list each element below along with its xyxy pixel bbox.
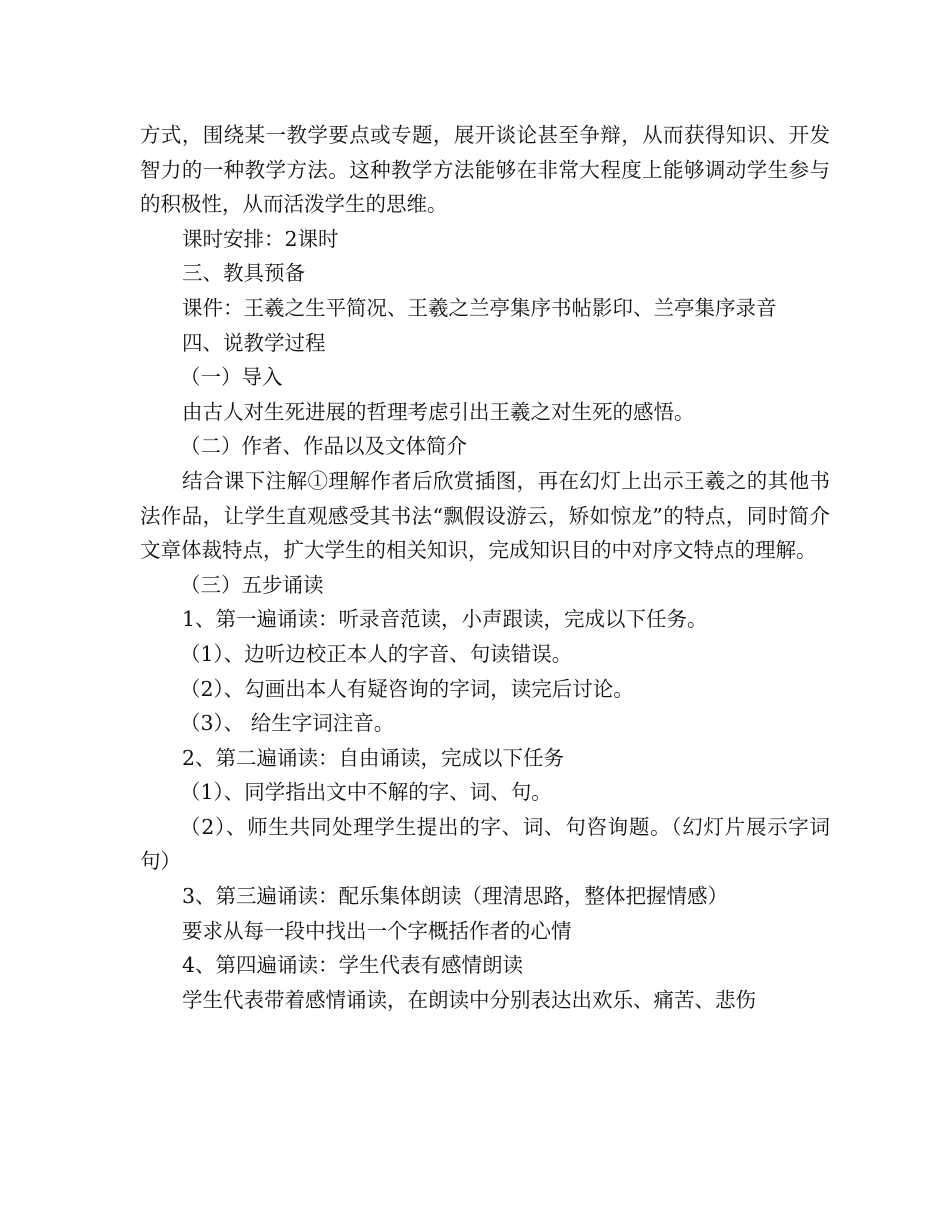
list-item: （2）、勾画出本人有疑咨询的字词，读完后讨论。: [180, 676, 634, 701]
list-item: （1）、边听边校正本人的字音、句读错误。: [180, 641, 573, 666]
step-third-reading: 3、第三遍诵读：配乐集体朗读（理清思路，整体把握情感）: [182, 884, 729, 909]
paragraph-courseware: 课件：王羲之生平简况、王羲之兰亭集序书帖影印、兰亭集序录音: [182, 295, 777, 320]
step-fourth-reading: 4、第四遍诵读：学生代表有感情朗读: [182, 953, 524, 978]
subheading-author-work: （二）作者、作品以及文体简介: [180, 434, 467, 459]
paragraph-representative-reading: 学生代表带着感情诵读，在朗读中分别表达出欢乐、痛苦、悲伤: [182, 987, 756, 1012]
paragraph-method-description: 方式，围绕某一教学要点或专题，展开谈论甚至争辩，从而获得知识、开发智力的一种教学方法。这种教学方法能够在非常大程度上能够调动学生参与的积极性，从而活泼学生的思维。: [140, 123, 830, 217]
list-item: （2）、师生共同处理学生提出的字、词、句咨询题。（幻灯片展示字词句）: [140, 814, 830, 874]
list-item: （1）、同学指出文中不解的字、词、句。: [180, 780, 552, 805]
list-item: （3）、 给生字词注音。: [180, 711, 395, 736]
paragraph-introduction: 由古人对生死进展的哲理考虑引出王羲之对生死的感悟。: [182, 399, 695, 424]
step-first-reading: 1、第一遍诵读：听录音范读，小声跟读，完成以下任务。: [182, 607, 708, 632]
paragraph-author-work: 结合课下注解①理解作者后欣赏插图，再在幻灯上出示王羲之的其他书法作品，让学生直观感受其书法“飘假设游云，矫如惊龙”的特点，同时简介文章体裁特点，扩大学生的相关知识，完成知识目的中对序文特点的理解。: [140, 468, 830, 563]
subheading-introduction: （一）导入: [180, 365, 283, 390]
document-page: [140, 118, 830, 1017]
heading-teaching-process: 四、说教学过程: [182, 330, 326, 355]
step-second-reading: 2、第二遍诵读：自由诵读，完成以下任务: [182, 745, 565, 770]
paragraph-requirement: 要求从每一段中找出一个字概括作者的心情: [182, 918, 572, 943]
subheading-five-step-reading: （三）五步诵读: [180, 572, 324, 597]
heading-teaching-aids: 三、教具预备: [182, 261, 305, 286]
paragraph-class-hours: 课时安排：2课时: [182, 226, 339, 251]
